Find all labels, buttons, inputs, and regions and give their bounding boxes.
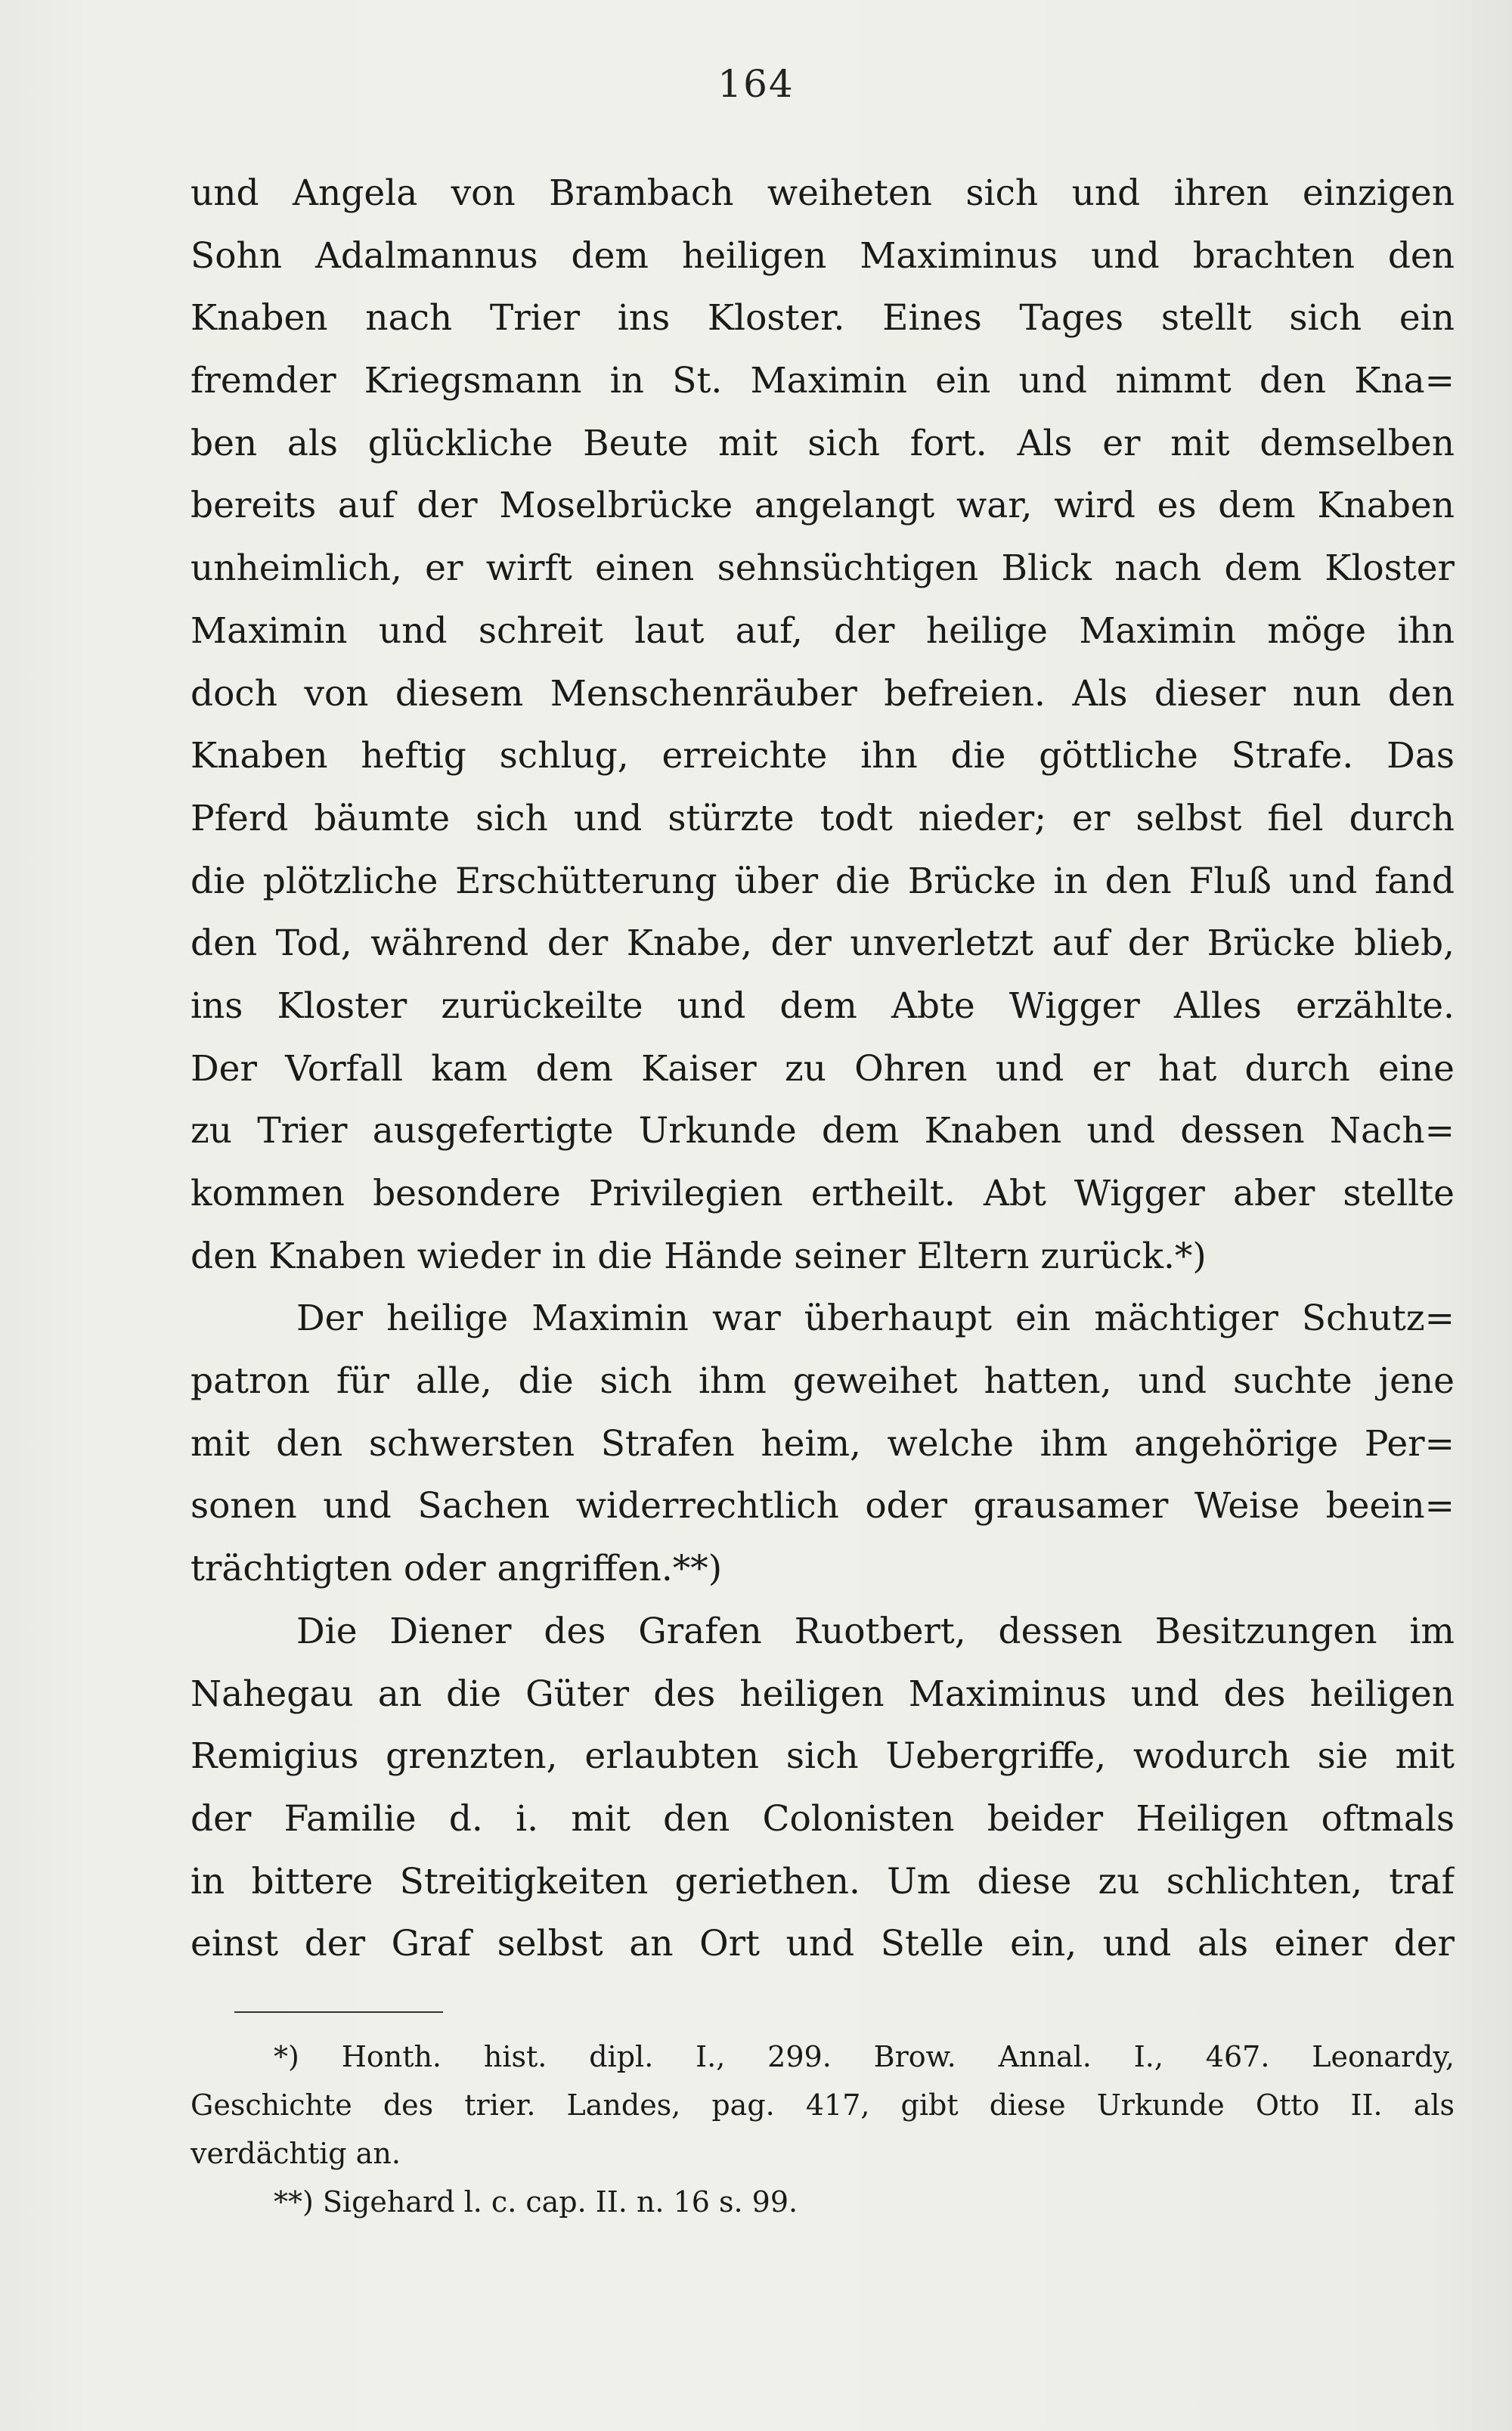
text-line: bereits auf der Moselbrücke angelangt war, wird es dem Knaben (191, 485, 1455, 527)
text-line: der Familie d. i. mit den Colonisten beider Heiligen oftmals (191, 1797, 1455, 1840)
paragraph-first-line: Die Diener des Grafen Ruotbert, dessen Besitzungen im (296, 1610, 1455, 1652)
text-line: unheimlich, er wirft einen sehnsüchtigen Blick nach dem Kloster (191, 547, 1455, 590)
text-line: ins Kloster zurückeilte und dem Abte Wigger Alles erzählte. (191, 984, 1455, 1027)
footnote-separator (234, 2011, 443, 2013)
text-line: in bittere Streitigkeiten geriethen. Um diese zu schlichten, traf (191, 1860, 1455, 1902)
footnote-line: **) Sigehard l. c. cap. II. n. 16 s. 99. (274, 2185, 798, 2219)
text-line: kommen besondere Privilegien ertheilt. Abt Wigger aber stellte (191, 1173, 1455, 1214)
text-line: einst der Graf selbst an Ort und Stelle ein, und als einer der (191, 1923, 1455, 1965)
text-line: den Knaben wieder in die Hände seiner Eltern zurück.*) (191, 1235, 1207, 1277)
text-line: zu Trier ausgefertigte Urkunde dem Knaben und dessen Nach= (191, 1110, 1455, 1152)
text-line: doch von diesem Menschenräuber befreien. Als dieser nun den (191, 672, 1455, 715)
text-line: die plötzliche Erschütterung über die Brücke in den Fluß und fand (191, 860, 1455, 902)
text-line: sonen und Sachen widerrechtlich oder grausamer Weise beein= (191, 1485, 1455, 1527)
page-number: 164 (717, 62, 795, 106)
footnote-line: verdächtig an. (191, 2137, 401, 2170)
footnote-line: Geschichte des trier. Landes, pag. 417, gibt diese Urkunde Otto II. als (191, 2088, 1455, 2122)
text-line: ben als glückliche Beute mit sich fort. Als er mit demselben (191, 422, 1455, 464)
text-line: Der Vorfall kam dem Kaiser zu Ohren und er hat durch eine (191, 1047, 1455, 1090)
text-line: Knaben heftig schlug, erreichte ihn die göttliche Strafe. Das (191, 735, 1455, 777)
body-text (191, 163, 1455, 1976)
text-line: patron für alle, die sich ihm geweihet hatten, und suchte jene (191, 1360, 1455, 1403)
text-line: und Angela von Brambach weiheten sich und ihren einzigen (191, 172, 1455, 214)
text-line: trächtigten oder angriffen.**) (191, 1548, 723, 1590)
footnote-line: *) Honth. hist. dipl. I., 299. Brow. Annal. I., 467. Leonardy, (274, 2040, 1455, 2073)
text-line: Knaben nach Trier ins Kloster. Eines Tages stellt sich ein (191, 297, 1455, 340)
text-line: Nahegau an die Güter des heiligen Maximinus und des heiligen (191, 1673, 1455, 1715)
text-line: den Tod, während der Knabe, der unverletzt auf der Brücke blieb, (191, 922, 1455, 965)
text-line: fremder Kriegsmann in St. Maximin ein und nimmt den Kna= (191, 360, 1455, 402)
text-line: Sohn Adalmannus dem heiligen Maximinus und brachten den (191, 234, 1455, 277)
footnotes (191, 2033, 1455, 2226)
text-line: mit den schwersten Strafen heim, welche ihm angehörige Per= (191, 1422, 1455, 1465)
text-line: Pferd bäumte sich und stürzte todt nieder; er selbst fiel durch (191, 797, 1455, 839)
paragraph-first-line: Der heilige Maximin war überhaupt ein mächtiger Schutz= (296, 1298, 1455, 1340)
text-line: Remigius grenzten, erlaubten sich Uebergriffe, wodurch sie mit (191, 1735, 1455, 1778)
text-line: Maximin und schreit laut auf, der heilige Maximin möge ihn (191, 609, 1455, 652)
